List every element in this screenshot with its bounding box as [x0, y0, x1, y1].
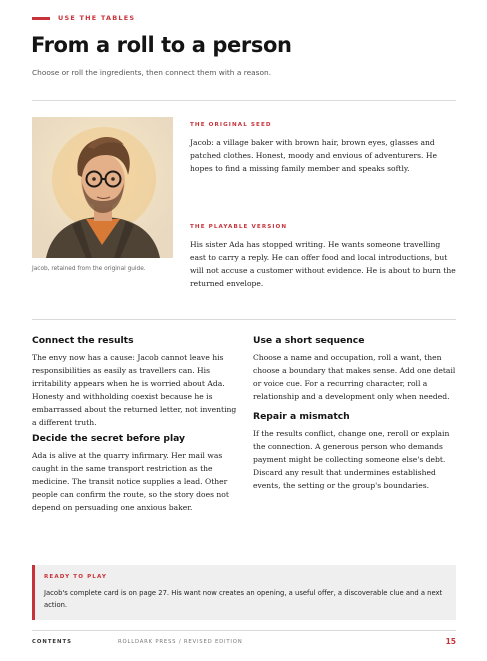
middle-divider: [32, 319, 456, 320]
top-divider: [32, 100, 456, 101]
playable-version-label: THE PLAYABLE VERSION: [190, 224, 288, 230]
footer-divider: [32, 630, 456, 631]
heading-decide-secret: Decide the secret before play: [32, 433, 186, 444]
character-portrait: [32, 117, 173, 258]
ready-to-play-callout: [32, 565, 456, 620]
kicker-label: USE THE TABLES: [58, 14, 136, 22]
connect-results-text: The envy now has a cause: Jacob cannot leave his responsibilities as easily as travellers can. His irritability appears when he is worried about Ada. Honesty and withholding coexist because he is embarrassed about the returned letter, not inventing a different truth.: [32, 353, 237, 427]
short-sequence-text: Choose a name and occupation, roll a want, then choose a boundary that makes sense. Add one detail or voice cue. For a recurring character, roll a relationship and a development only when needed.: [253, 353, 456, 401]
portrait-illustration: [32, 117, 173, 258]
footer-contents-link[interactable]: CONTENTS: [32, 639, 72, 645]
callout-accent-bar: [32, 565, 35, 620]
original-seed-label: THE ORIGINAL SEED: [190, 122, 272, 128]
repair-mismatch-text: If the results conflict, change one, reroll or explain the connection. A generous person who demands payment might be collecting someone else's debt. Discard any result that undermines established events, the setting or the group's boundaries.: [253, 429, 450, 490]
portrait-caption: Jacob, retained from the original guide.: [32, 266, 146, 272]
playable-version-text: His sister Ada has stopped writing. He wants someone travelling east to carry a reply. He can offer food and local introductions, but will not accuse a customer without evidence. He is about to burn the returned envelope.: [190, 240, 456, 288]
heading-short-sequence: Use a short sequence: [253, 335, 365, 346]
footer-publisher: ROLLDARK PRESS / REVISED EDITION: [118, 639, 243, 645]
page-number: 15: [445, 637, 456, 646]
heading-connect-results: Connect the results: [32, 335, 134, 346]
decide-secret-text: Ada is alive at the quarry infirmary. Her mail was caught in the same transport restriction as the medicine. The transit notice supplies a lead. Other people can confirm the route, so the story does not depend on persuading one anxious baker.: [32, 451, 229, 512]
heading-repair-mismatch: Repair a mismatch: [253, 411, 350, 422]
page-subtitle: Choose or roll the ingredients, then connect them with a reason.: [32, 68, 272, 77]
callout-label: READY TO PLAY: [44, 574, 108, 580]
original-seed-text: Jacob: a village baker with brown hair, brown eyes, glasses and patched clothes. Honest, moody and envious of adventurers. He hopes to find a missing family member and speaks softly.: [190, 138, 437, 173]
callout-text: Jacob's complete card is on page 27. His want now creates an opening, a useful offer, a discoverable clue and a next action.: [44, 589, 443, 609]
page-title: From a roll to a person: [31, 33, 292, 57]
kicker-bar: [32, 17, 50, 20]
kicker-row: [32, 14, 135, 22]
